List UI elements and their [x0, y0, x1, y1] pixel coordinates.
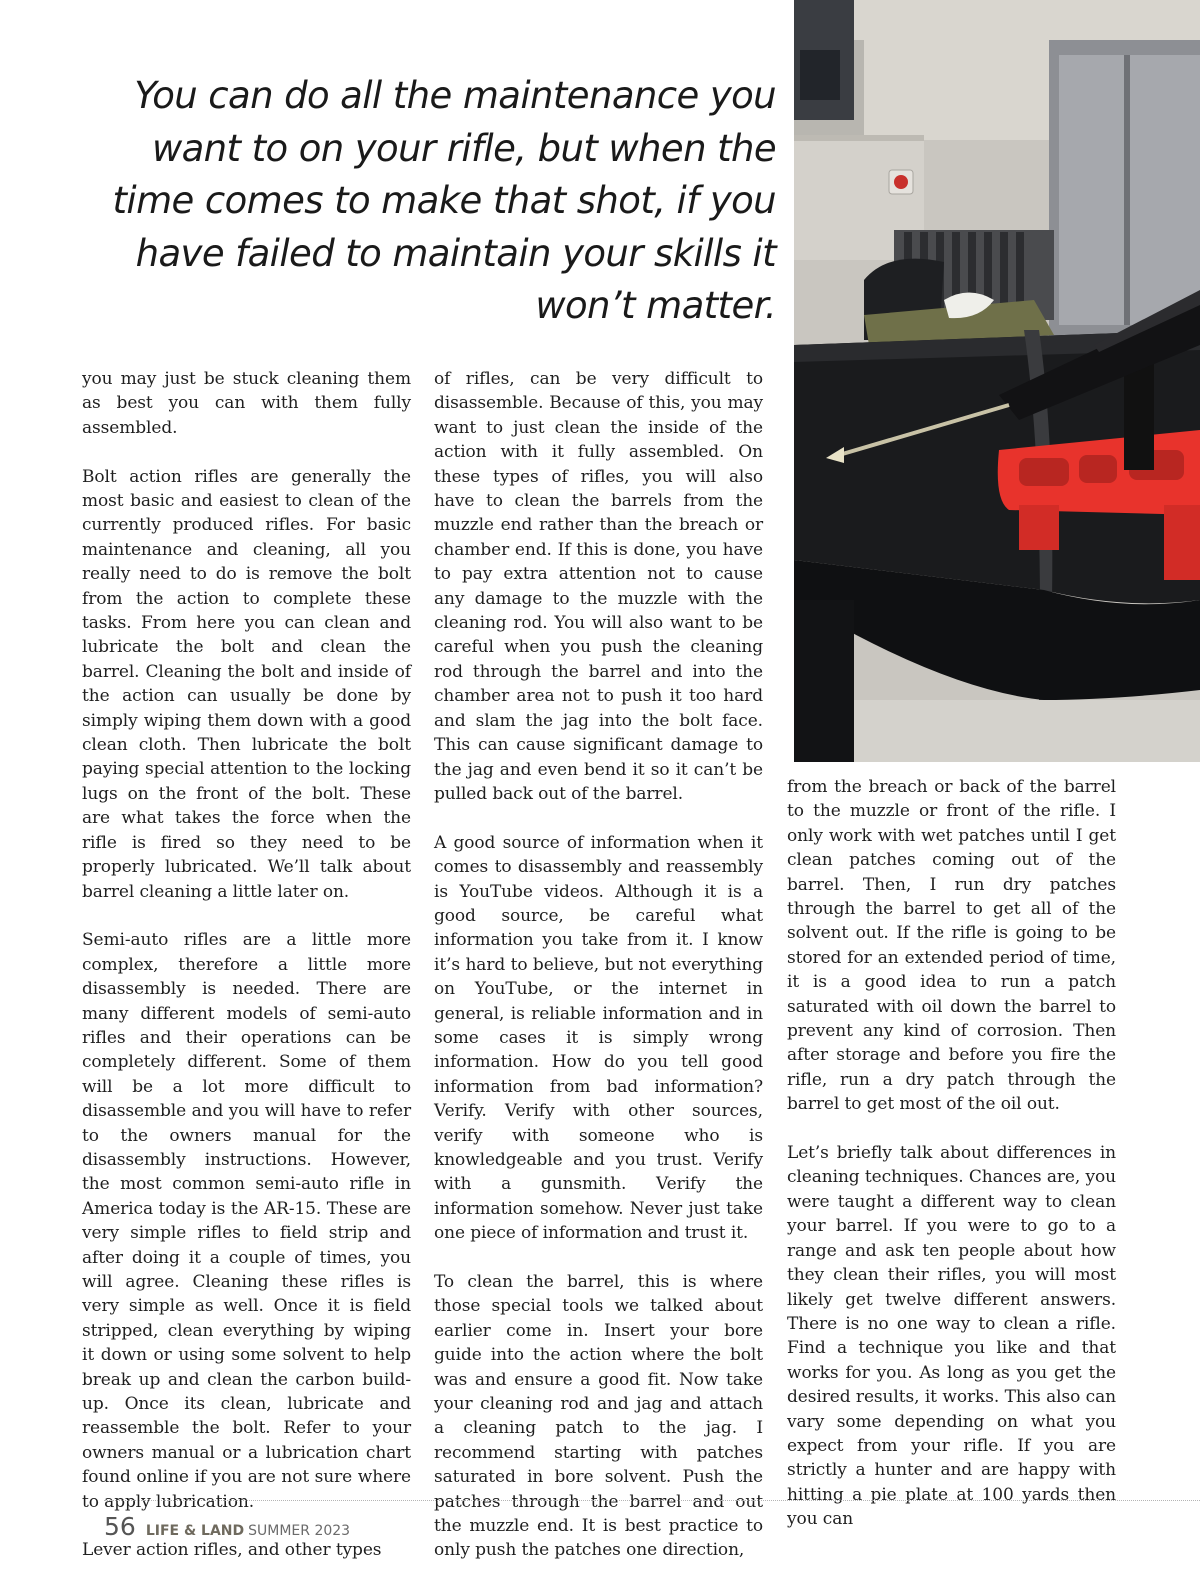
paragraph: from the breach or back of the barrel to the muzzle or front of the rifle. I only work with wet patches until I get clean patches coming out of the barrel. Then, I run dry patches through the barrel to get all of the solvent out. If the rifle is going to be stored for an extended period of time, it is a good idea to run a patch saturated with oil down the barrel to prevent any kind of corrosion. Then after storage and before you fire the rifle, run a dry patch through the barrel to get most of the oil out. [787, 777, 1116, 1115]
issue-label: SUMMER 2023 [248, 1523, 351, 1539]
page-footer [104, 1512, 350, 1544]
paragraph: Semi-auto rifles are a little more complex, therefore a little more disassembly is needed. There are many different models of semi-auto rifles and their operations can be completely different. Some of them will be a lot more difficult to disassemble and you will have to refer to the owners manual for the disassembly instructions. However, the most common semi-auto rifle in America today is the AR-15. These are very simple rifles to field strip and after doing it a couple of times, you will agree. Cleaning these rifles is very simple as well. Once it is field stripped, clean everything by wiping it down or using some solvent to help break up and clean the carbon build-up. Once its clean, lubricate and reassemble the bolt. Refer to your owners manual or a lubrication chart found online if you are not sure where to apply lubrication. [82, 930, 411, 1512]
paragraph: you may just be stuck cleaning them as best you can with them fully assembled. [82, 369, 411, 438]
paragraph: To clean the barrel, this is where those special tools we talked about earlier come in. Insert your bore guide into the action where the bolt was and ensure a good fit. Now take your cleaning rod and jag and attach a cleaning patch to the jag. I recommend starting with patches saturated in bore solvent. Push the patches through the barrel and out the muzzle end. It is best practice to only push the patches one direction, [434, 1272, 763, 1561]
paragraph: Let’s briefly talk about differences in cleaning techniques. Chances are, you were taught a different way to clean your barrel. If you were to go to a range and ask ten people about how they clean their rifles, you will most likely get twelve different answers. There is no one way to clean a rifle. Find a technique you like and that works for you. As long as you get the desired results, it works. This also can vary some depending on what you expect from your rifle. If you are strictly a hunter and are happy with hitting a pie plate at 100 yards then you can [787, 1143, 1116, 1530]
paragraph: of rifles, can be very difficult to disassemble. Because of this, you may want to just clean the inside of the action with it fully assembled. On these types of rifles, you will also have to clean the barrels from the muzzle end rather than the breach or chamber end. If this is done, you have to pay extra attention not to cause any damage to the muzzle with the cleaning rod. You will also want to be careful when you push the cleaning rod through the barrel and into the chamber area not to push it too hard and slam the jag into the bolt face. This can cause significant damage to the jag and even bend it so it can’t be pulled back out of the barrel. [434, 369, 763, 804]
rifle-cleaning-photo [794, 0, 1200, 762]
paragraph: A good source of information when it comes to disassembly and reassembly is YouTube videos. Although it is a good source, be careful what information you take from it. I know it’s hard to believe, but not everything on YouTube, or the internet in general, is reliable information and in some cases it is simply wrong information. How do you tell good information from bad information? Verify. Verify with other sources, verify with someone who is knowledgeable and you trust. Verify with a gunsmith. Verify the information somehow. Never just take one piece of information and trust it. [434, 832, 763, 1244]
footer-divider [104, 1500, 1200, 1501]
magazine-name: LIFE & LAND [145, 1523, 245, 1539]
page-number: 56 [104, 1512, 136, 1541]
article-column-3 [787, 775, 1116, 1532]
article-column-2 [434, 367, 763, 1563]
pull-quote: You can do all the maintenance you want to on your rifle, but when the time comes to make that shot, if you have failed to maintain your skills it won’t matter. [112, 74, 776, 327]
paragraph: Bolt action rifles are generally the most basic and easiest to clean of the currently produced rifles. For basic maintenance and cleaning, all you really need to do is remove the bolt from the action to complete these tasks. From here you can clean and lubricate the bolt and clean the barrel. Cleaning the bolt and inside of the action can usually be done by simply wiping them down with a good clean cloth. Then lubricate the bolt paying special attention to the locking lugs on the front of the bolt. These are what takes the force when the rifle is fired so they need to be properly lubricated. We’ll talk about barrel cleaning a little later on. [82, 466, 411, 902]
article-column-1 [82, 367, 411, 1563]
paragraph: Lever action rifles, and other types [82, 1540, 382, 1561]
